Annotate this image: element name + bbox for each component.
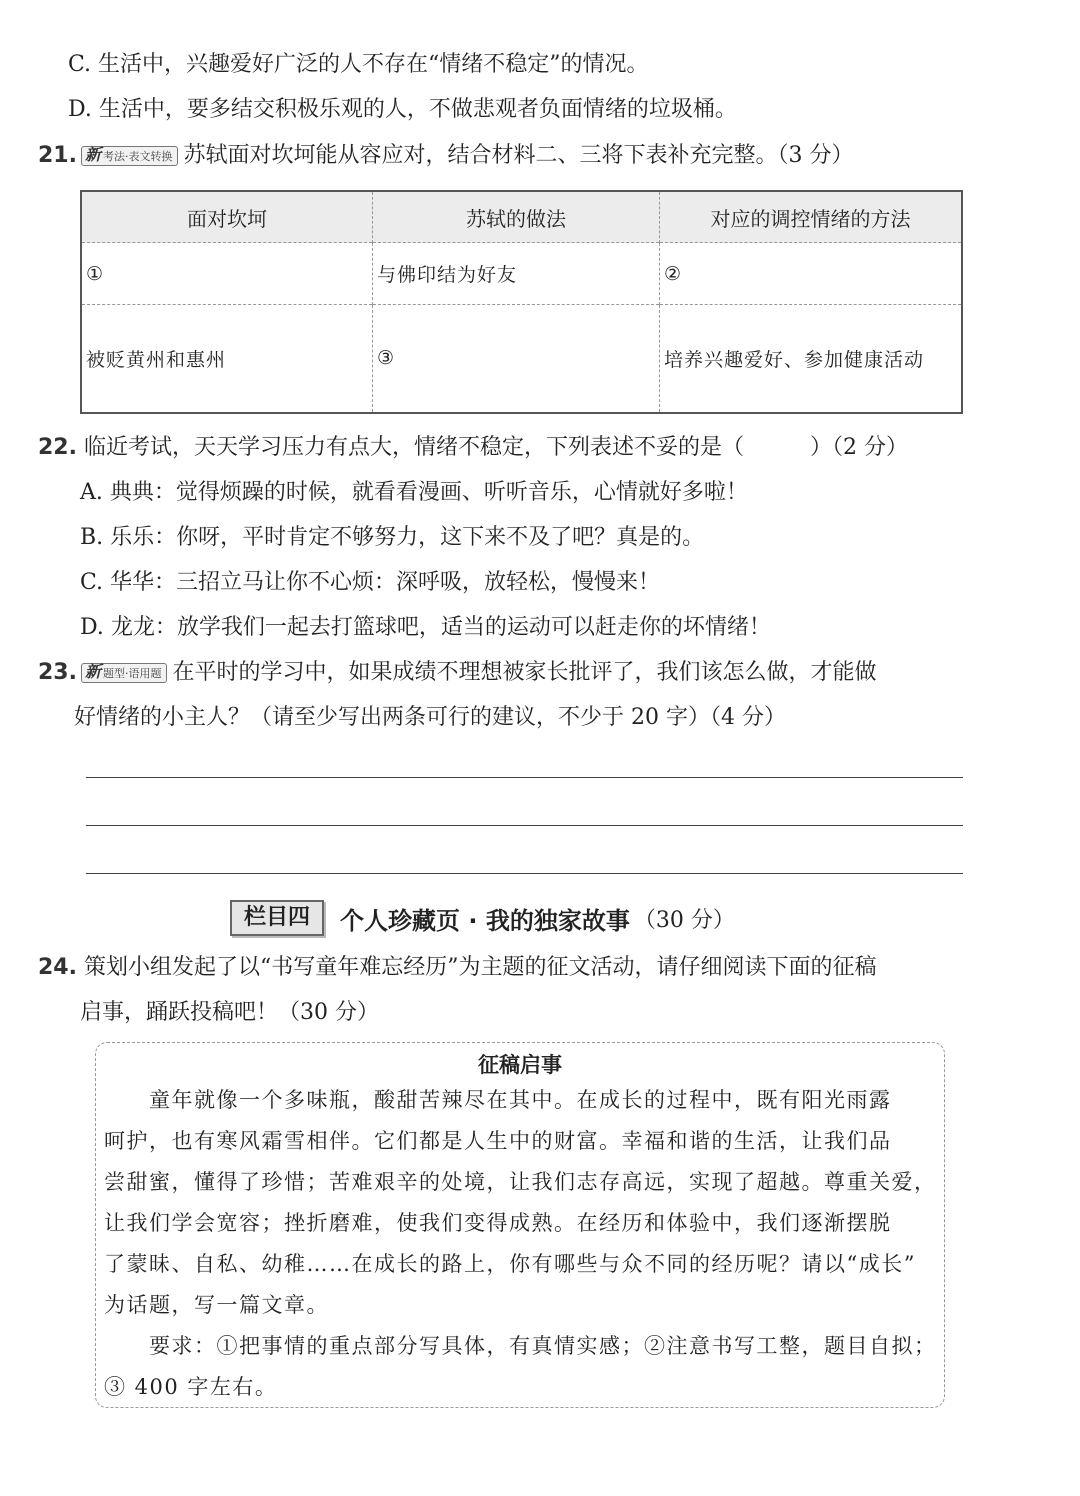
q23-tag (81, 663, 167, 683)
section4-label: 栏目四 (230, 900, 324, 936)
table-header-cell: 苏轼的做法 (373, 191, 660, 243)
q21-text: 苏轼面对坎坷能从容应对，结合材料二、三将下表补充完整。（3 分） (183, 143, 854, 168)
q22-text: 临近考试，天天学习压力有点大，情绪不稳定，下列表述不妥的是（ ）（2 分） (83, 435, 908, 460)
q24-text-line2: 启事，踊跃投稿吧！（30 分） (80, 1000, 379, 1025)
q21-tag-text: 考法·表文转换 (103, 150, 173, 163)
answer-line (86, 777, 963, 778)
table-cell: 与佛印结为好友 (373, 243, 660, 305)
q23-number: 23. (38, 660, 77, 685)
table-header-cell: 对应的调控情绪的方法 (660, 191, 963, 243)
q23-tag-new: 新 (84, 662, 101, 681)
section4-heading (230, 900, 735, 936)
q21-table (80, 190, 963, 414)
notice-line: 尝甜蜜，懂得了珍惜；苦难艰辛的处境，让我们志存高远，实现了超越。尊重关爱， (104, 1170, 937, 1194)
q22-number: 22. (38, 435, 77, 460)
q21-number: 21. (38, 143, 77, 168)
table-header-cell: 面对坎坷 (81, 191, 373, 243)
q21-tag-new: 新 (84, 145, 101, 164)
q23-question (38, 658, 877, 688)
q23-text-line2: 好情绪的小主人？（请至少写出两条可行的建议，不少于 20 字）（4 分） (74, 705, 786, 730)
q22-question (38, 433, 908, 463)
q23-text-line1: 在平时的学习中，如果成绩不理想被家长批评了，我们该怎么做，才能做 (172, 660, 877, 685)
q23-tag-text: 题型·语用题 (103, 667, 162, 680)
table-cell: ① (81, 243, 373, 305)
q22-option-c: C. 华华：三招立马让你不心烦：深呼吸，放轻松，慢慢来！ (80, 570, 661, 595)
notice-box (95, 1042, 945, 1408)
notice-line: ③ 400 字左右。 (104, 1375, 278, 1399)
table-cell: ② (660, 243, 963, 305)
notice-line: 让我们学会宽容；挫折磨难，使我们变得成熟。在经历和体验中，我们逐渐摆脱 (104, 1211, 892, 1235)
table-cell: ③ (373, 305, 660, 413)
q24-text-line1: 策划小组发起了以“书写童年难忘经历”为主题的征文活动，请仔细阅读下面的征稿 (83, 955, 877, 980)
table-row (81, 305, 962, 413)
q22-option-a: A. 典典：觉得烦躁的时候，就看看漫画、听听音乐，心情就好多啦！ (80, 480, 748, 505)
q24-question (38, 953, 876, 983)
answer-line (86, 873, 963, 874)
table-header-row (81, 191, 962, 243)
notice-title: 征稿启事 (478, 1053, 562, 1077)
notice-line: 童年就像一个多味瓶，酸甜苦辣尽在其中。在成长的过程中，既有阳光雨露 (104, 1088, 892, 1112)
q24-number: 24. (38, 955, 77, 980)
q22-option-d: D. 龙龙：放学我们一起去打篮球吧，适当的运动可以赶走你的坏情绪！ (80, 615, 771, 640)
q20-option-d: D. 生活中，要多结交积极乐观的人，不做悲观者负面情绪的垃圾桶。 (68, 97, 737, 122)
notice-line: 呵护，也有寒风霜雪相伴。它们都是人生中的财富。幸福和谐的生活，让我们品 (104, 1129, 892, 1153)
table-cell: 被贬黄州和惠州 (81, 305, 373, 413)
q22-option-b: B. 乐乐：你呀，平时肯定不够努力，这下来不及了吧？真是的。 (80, 525, 705, 550)
notice-line: 要求：①把事情的重点部分写具体，有真情实感；②注意书写工整，题目自拟； (104, 1334, 937, 1358)
notice-line: 了蒙昧、自私、幼稚……在成长的路上，你有哪些与众不同的经历呢？请以“成长” (104, 1252, 916, 1276)
q21-tag (81, 146, 178, 166)
section4-title: 个人珍藏页 · 我的独家故事 (340, 906, 630, 935)
notice-line: 为话题，写一篇文章。 (104, 1293, 329, 1317)
q20-option-c: C. 生活中，兴趣爱好广泛的人不存在“情绪不稳定”的情况。 (68, 52, 649, 77)
q21-question (38, 141, 854, 171)
answer-line (86, 825, 963, 826)
table-cell: 培养兴趣爱好、参加健康活动 (660, 305, 963, 413)
section4-score: （30 分） (633, 907, 735, 933)
table-row (81, 243, 962, 305)
